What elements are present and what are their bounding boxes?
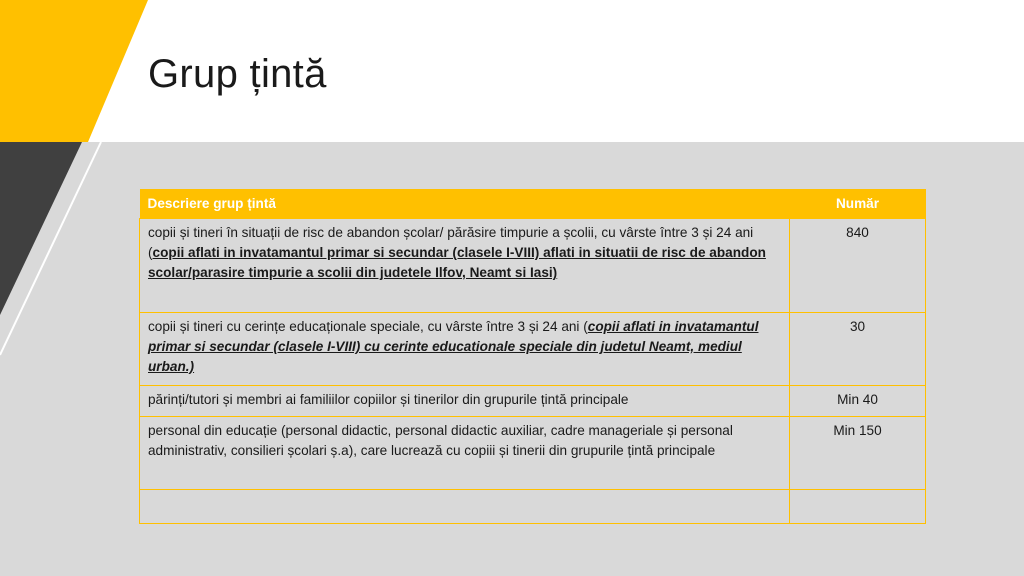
row-description: părinți/tutori și membri ai familiilor copiilor și tinerilor din grupurile țintă principale — [140, 386, 790, 417]
row-description — [140, 219, 790, 313]
header-number: Număr — [790, 189, 926, 219]
row-description — [140, 313, 790, 386]
row-emphasis: copii aflati in invatamantul primar si secundar (clasele I-VIII) aflati in situatii de risc de abandon scolar/parasire timpurie a scolii din judetele Ilfov, Neamt si Iasi) — [148, 245, 766, 280]
row-value: Min 40 — [790, 386, 926, 417]
table-row — [140, 417, 926, 490]
target-group-table — [139, 189, 925, 524]
table-row-empty — [140, 490, 926, 524]
table-row — [140, 386, 926, 417]
row-description: personal din educație (personal didactic, personal didactic auxiliar, cadre manageriale și personal administrativ, consilieri școlari ș.a), care lucrează cu copiii și tinerii din grupurile țintă principale — [140, 417, 790, 490]
row-emphasis: copii aflati in invatamantul primar si secundar (clasele I-VIII) cu cerinte educationale speciale din judetul Neamt, mediul urban.) — [148, 319, 759, 374]
row-value: 840 — [790, 219, 926, 313]
row-value: 30 — [790, 313, 926, 386]
row-text: copii și tineri în situații de risc de abandon școlar/ părăsire timpurie a școlii, cu vârste între 3 și 24 ani ( — [148, 225, 754, 260]
row-description — [140, 490, 790, 524]
page-title: Grup țintă — [148, 52, 327, 96]
table-row — [140, 313, 926, 386]
table-row — [140, 219, 926, 313]
yellow-parallelogram — [0, 0, 148, 142]
dark-triangle — [0, 142, 82, 315]
table-header-row — [140, 189, 926, 219]
row-text: copii și tineri cu cerințe educaționale speciale, cu vârste între 3 și 24 ani ( — [148, 319, 588, 334]
header-description: Descriere grup țintă — [140, 189, 790, 219]
row-value — [790, 490, 926, 524]
row-value: Min 150 — [790, 417, 926, 490]
